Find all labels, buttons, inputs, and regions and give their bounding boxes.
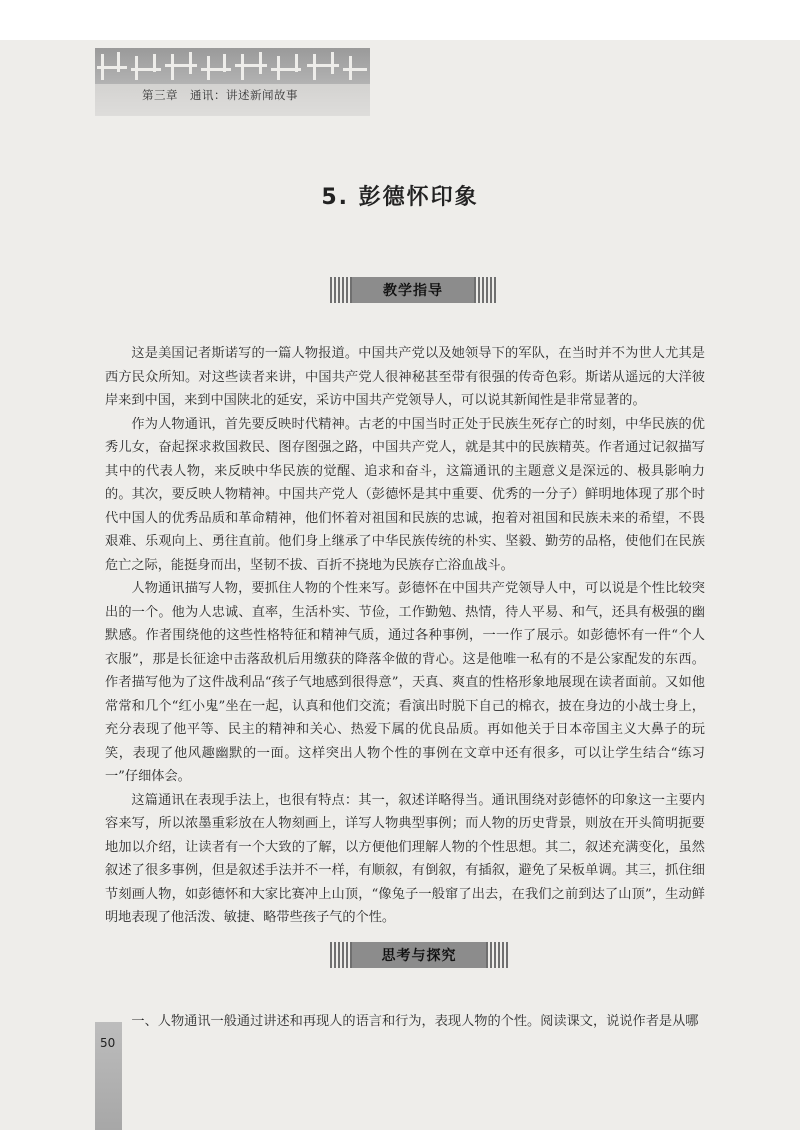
banner-stripes-left bbox=[330, 942, 352, 968]
banner-stripes-right bbox=[474, 277, 496, 303]
banner-label-box bbox=[352, 277, 474, 303]
chapter-title: 第三章 通讯：讲述新闻故事 bbox=[142, 88, 298, 102]
body-paragraph-2: 作为人物通讯，首先要反映时代精神。古老的中国当时正处于民族生死存亡的时刻，中华民族的优秀儿女，奋起探求救国救民、图存图强之路，中国共产党人，就是其中的民族精英。作者通过记叙描写其中的代表人物，来反映中华民族的觉醒、追求和奋斗，这篇通讯的主题意义是深远的、极具影响力的。其次，要反映人物精神。中国共产党人（彭德怀是其中重要、优秀的一分子）鲜明地体现了那个时代中国人的优秀品质和革命精神，他们怀着对祖国和民族的忠诚，抱着对祖国和民族未来的希望，不畏艰难、乐观向上、勇往直前。他们身上继承了中华民族传统的朴实、坚毅、勤劳的品格，使他们在民族危亡之际，能挺身而出，坚韧不拔、百折不挠地为民族存亡浴血战斗。 bbox=[105, 416, 705, 573]
header-decoration bbox=[95, 48, 370, 116]
page-number: 50 bbox=[100, 1036, 116, 1050]
article-title: 5. 彭德怀印象 bbox=[321, 185, 479, 210]
section-banner-explore bbox=[330, 942, 508, 968]
book-page bbox=[0, 40, 800, 1130]
banner-stripes-left bbox=[330, 277, 352, 303]
section-heading-explore: 思考与探究 bbox=[381, 948, 457, 964]
body-paragraph-1: 这是美国记者斯诺写的一篇人物报道。中国共产党以及她领导下的军队，在当时并不为世人尤其是西方民众所知。对这些读者来讲，中国共产党人很神秘甚至带有很强的传奇色彩。斯诺从遥远的大洋彼岸来到中国，来到中国陕北的延安，采访中国共产党领导人，可以说其新闻性是非常显著的。 bbox=[105, 346, 705, 408]
exercise-question-1: 一、人物通讯一般通过讲述和再现人的语言和行为，表现人物的个性。阅读课文，说说作者是从哪 bbox=[131, 1014, 699, 1029]
guidance-body bbox=[105, 342, 705, 930]
banner-label-box bbox=[352, 942, 486, 968]
header-pattern-graphic bbox=[95, 48, 370, 116]
banner-stripes-right bbox=[486, 942, 508, 968]
body-paragraph-3: 人物通讯描写人物，要抓住人物的个性来写。彭德怀在中国共产党领导人中，可以说是个性比较突出的一个。他为人忠诚、直率，生活朴实、节俭，工作勤勉、热情，待人平易、和气，还具有极强的幽默感。作者围绕他的这些性格特征和精神气质，通过各种事例，一一作了展示。如彭德怀有一件“个人衣服”，那是长征途中击落敌机后用缴获的降落伞做的背心。这是他唯一私有的不是公家配发的东西。作者描写他为了这件战利品“孩子气地感到很得意”，天真、爽直的性格形象地展现在读者面前。又如他常常和几个“红小鬼”坐在一起，认真和他们交流；看演出时脱下自己的棉衣，披在身边的小战士身上，充分表现了他平等、民主的精神和关心、热爱下属的优良品质。再如他关于日本帝国主义大鼻子的玩笑，表现了他风趣幽默的一面。这样突出人物个性的事例在文章中还有很多，可以让学生结合“练习一”仔细体会。 bbox=[105, 581, 705, 784]
body-paragraph-4: 这篇通讯在表现手法上，也很有特点：其一，叙述详略得当。通讯围绕对彭德怀的印象这一主要内容来写，所以浓墨重彩放在人物刻画上，详写人物典型事例；而人物的历史背景，则放在开头简明扼要地加以介绍，让读者有一个大致的了解，以方便他们理解人物的个性思想。其二，叙述充满变化，虽然叙述了很多事例，但是叙述手法并不一样，有顺叙，有倒叙，有插叙，避免了呆板单调。其三，抓住细节刻画人物，如彭德怀和大家比赛冲上山顶，“像兔子一般窜了出去，在我们之前到达了山顶”，生动鲜明地表现了他活泼、敏捷、略带些孩子气的个性。 bbox=[105, 792, 705, 925]
section-banner-guidance bbox=[330, 277, 496, 303]
section-heading-guidance: 教学指导 bbox=[383, 283, 443, 299]
